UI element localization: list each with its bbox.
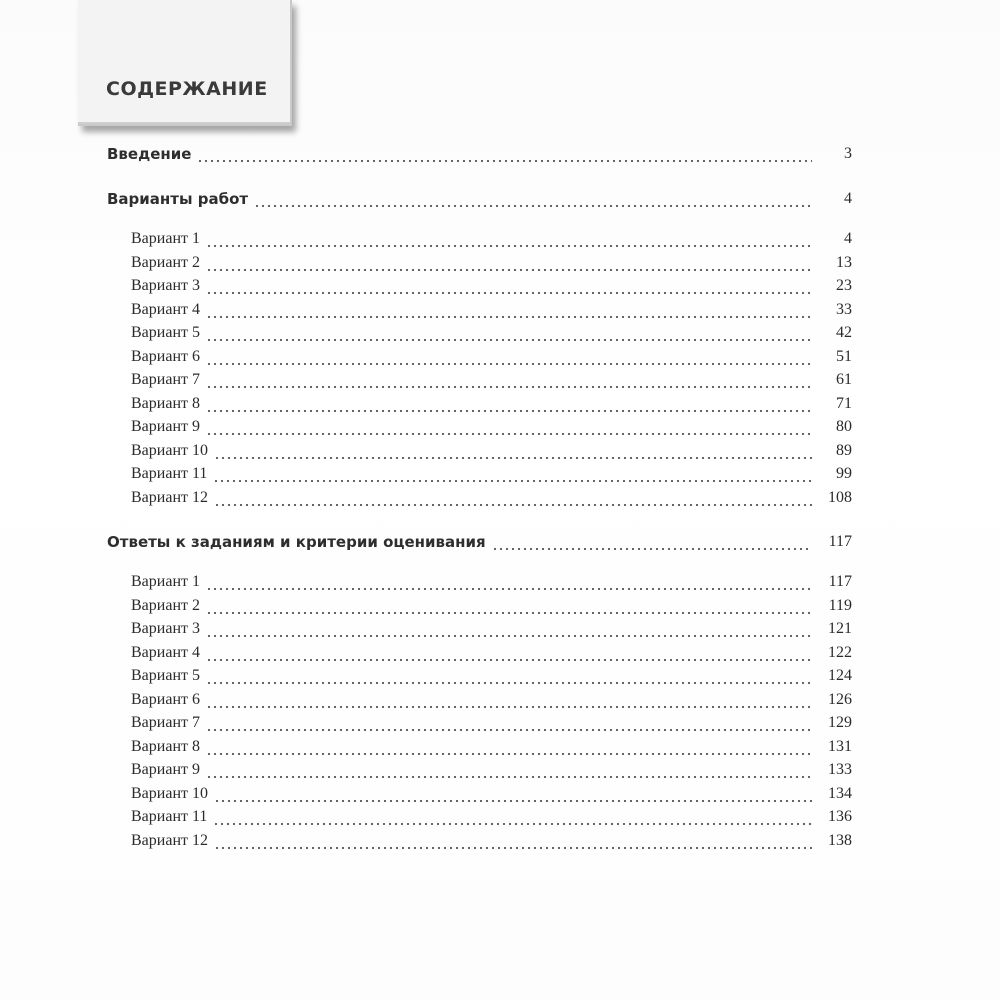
toc-item-page-number: 133	[828, 761, 852, 778]
toc-item-page-number: 131	[828, 737, 852, 755]
dot-leader	[214, 784, 812, 804]
dot-leader	[213, 807, 812, 827]
toc-item-page-number: 121	[828, 620, 852, 637]
toc-item-label: Вариант 12	[131, 488, 208, 506]
toc-item-label: Вариант 3	[131, 620, 200, 637]
dot-leader	[206, 690, 812, 710]
dot-leader	[214, 831, 812, 851]
toc-item-page-number: 108	[828, 488, 852, 506]
toc-item-label: Вариант 7	[131, 714, 200, 731]
toc-item-page-number: 42	[836, 324, 852, 341]
toc-item-label: Вариант 10	[131, 784, 208, 802]
toc-item-page-number: 117	[828, 573, 852, 590]
toc-item-row	[0, 392, 1000, 414]
dot-leader	[206, 572, 812, 592]
dot-leader	[206, 370, 812, 390]
toc-item-row	[0, 570, 1000, 592]
toc-section-page-number: 3	[844, 145, 852, 162]
toc-item-page-number: 13	[836, 253, 852, 271]
toc-item-page-number: 138	[828, 831, 852, 849]
toc-item-row	[0, 688, 1000, 710]
toc-item-page-number: 124	[828, 667, 852, 684]
toc-item-row	[0, 298, 1000, 320]
toc-item-page-number: 71	[836, 394, 852, 412]
toc-item-page-number: 89	[836, 441, 852, 459]
toc-item-label: Вариант 12	[131, 831, 208, 849]
toc-item-row	[0, 735, 1000, 757]
toc-section-page-number: 117	[828, 533, 852, 550]
toc-item-label: Вариант 1	[131, 573, 200, 590]
toc-item-page-number: 126	[828, 690, 852, 708]
toc-section-label: Варианты работ	[107, 190, 249, 208]
toc-section-label: Ответы к заданиям и критерии оценивания	[107, 533, 486, 551]
toc-item-label: Вариант 9	[131, 761, 200, 778]
toc-item-row	[0, 594, 1000, 616]
toc-item-row	[0, 617, 1000, 639]
toc-item-row	[0, 462, 1000, 484]
toc-section-label: Введение	[107, 145, 192, 163]
toc-item-label: Вариант 6	[131, 347, 200, 365]
toc-item-row	[0, 664, 1000, 686]
dot-leader	[206, 619, 812, 639]
toc-section-row	[0, 142, 1000, 164]
toc-item-label: Вариант 3	[131, 277, 200, 294]
dot-leader	[206, 760, 812, 780]
toc-item-page-number: 136	[828, 808, 852, 825]
dot-leader	[206, 737, 812, 757]
toc-item-label: Вариант 9	[131, 418, 200, 435]
dot-leader	[206, 666, 812, 686]
toc-item-label: Вариант 4	[131, 643, 200, 661]
dot-leader	[214, 441, 812, 461]
toc-item-row	[0, 415, 1000, 437]
toc-item-page-number: 4	[844, 230, 852, 247]
dot-leader	[206, 394, 812, 414]
dot-leader	[206, 276, 812, 296]
dot-leader	[206, 253, 812, 273]
toc-section-page-number: 4	[844, 190, 852, 207]
toc-item-page-number: 51	[836, 347, 852, 365]
toc-item-row	[0, 321, 1000, 343]
toc-item-label: Вариант 6	[131, 690, 200, 708]
dot-leader	[206, 300, 812, 320]
toc-item-label: Вариант 1	[131, 230, 200, 247]
toc-item-row	[0, 805, 1000, 827]
dot-leader	[492, 532, 812, 552]
toc-item-page-number: 80	[836, 418, 852, 435]
toc-item-label: Вариант 5	[131, 324, 200, 341]
header-box	[78, 0, 292, 126]
toc-item-row	[0, 345, 1000, 367]
toc-item-label: Вариант 4	[131, 300, 200, 318]
toc-item-page-number: 33	[836, 300, 852, 318]
toc-item-page-number: 61	[836, 371, 852, 388]
toc-item-row	[0, 486, 1000, 508]
toc-item-label: Вариант 7	[131, 371, 200, 388]
dot-leader	[206, 643, 812, 663]
toc-item-page-number: 122	[828, 643, 852, 661]
toc-item-label: Вариант 11	[131, 808, 208, 825]
dot-leader	[206, 713, 812, 733]
toc-item-row	[0, 368, 1000, 390]
toc-item-page-number: 119	[828, 596, 852, 614]
toc-item-label: Вариант 2	[131, 253, 200, 271]
toc-item-row	[0, 758, 1000, 780]
toc-item-row	[0, 782, 1000, 804]
toc-item-label: Вариант 8	[131, 394, 200, 412]
dot-leader	[206, 596, 812, 616]
toc-item-row	[0, 829, 1000, 851]
toc-item-row	[0, 251, 1000, 273]
toc-item-label: Вариант 11	[131, 465, 208, 482]
toc-item-page-number: 23	[836, 277, 852, 294]
toc-item-label: Вариант 2	[131, 596, 200, 614]
dot-leader	[206, 417, 812, 437]
dot-leader	[254, 189, 812, 209]
dot-leader	[213, 464, 812, 484]
dot-leader	[197, 144, 812, 164]
toc-item-label: Вариант 8	[131, 737, 200, 755]
toc-item-row	[0, 711, 1000, 733]
page-title: СОДЕРЖАНИЕ	[106, 78, 268, 100]
toc-item-row	[0, 641, 1000, 663]
dot-leader	[206, 347, 812, 367]
dot-leader	[214, 488, 812, 508]
toc-item-row	[0, 439, 1000, 461]
dot-leader	[206, 323, 812, 343]
toc-section-row	[0, 530, 1000, 552]
toc-item-page-number: 134	[828, 784, 852, 802]
toc-item-page-number: 129	[828, 714, 852, 731]
toc-item-page-number: 99	[836, 465, 852, 482]
dot-leader	[206, 229, 812, 249]
toc-item-row	[0, 274, 1000, 296]
toc-item-row	[0, 227, 1000, 249]
toc-item-label: Вариант 10	[131, 441, 208, 459]
toc-item-label: Вариант 5	[131, 667, 200, 684]
toc-section-row	[0, 187, 1000, 209]
